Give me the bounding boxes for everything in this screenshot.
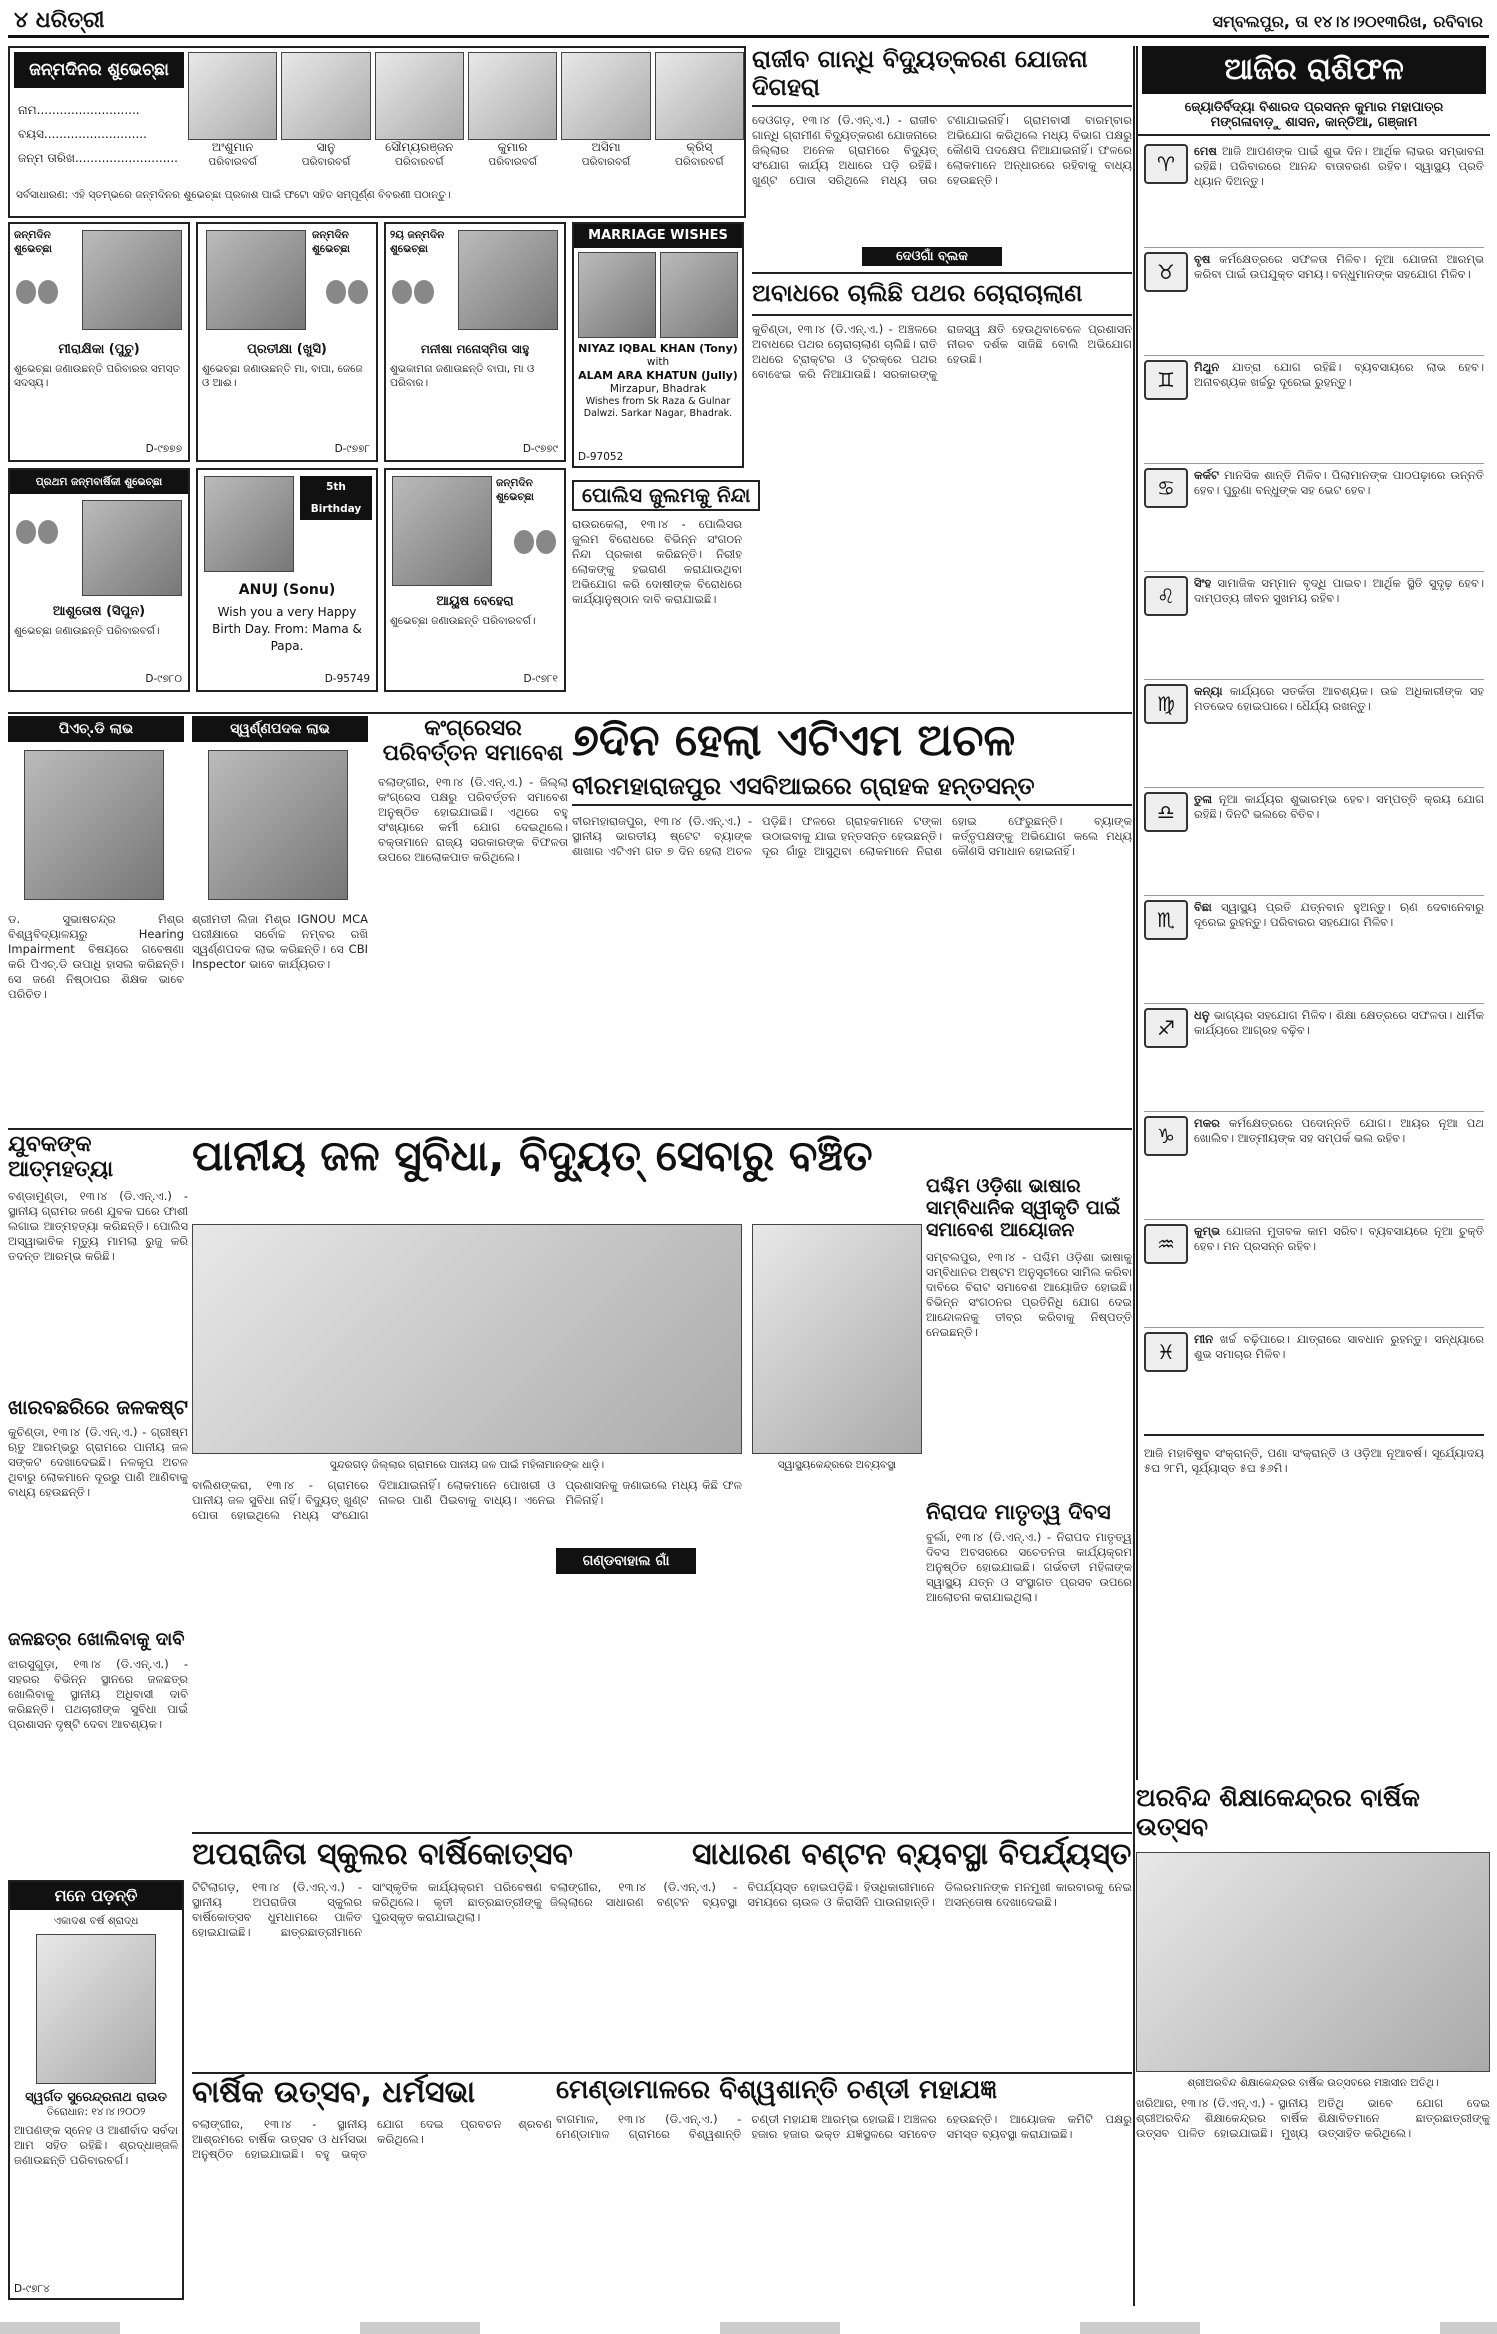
memorial-code: D-୯୭୮୪ bbox=[14, 2283, 50, 2295]
kid-name: ସାନୁ bbox=[316, 140, 336, 154]
tower-photo bbox=[752, 1224, 922, 1454]
kid-photo bbox=[281, 52, 370, 140]
birthday-cards bbox=[8, 222, 568, 692]
kid-name: କ୍ରିସ୍ bbox=[686, 140, 713, 154]
card-head: ଜନ୍ମଦିନ ଶୁଭେଚ୍ଛା bbox=[496, 477, 534, 503]
sign-name: କନ୍ୟା bbox=[1194, 684, 1223, 698]
card-head: 5th Birthday bbox=[300, 476, 372, 520]
sign-name: ତୁଳା bbox=[1194, 792, 1212, 806]
marriage-code: D-97052 bbox=[578, 451, 624, 463]
rajiv-story bbox=[752, 46, 1132, 486]
jalachhatra-headline: ଜଳଛତ୍ର ଖୋଲିବାକୁ ଦାବି bbox=[8, 1629, 185, 1650]
card-code: D-୯୭୭୮ bbox=[334, 443, 370, 455]
memorial-box bbox=[8, 1880, 184, 2300]
virgo-icon: ♍ bbox=[1144, 684, 1188, 724]
suicide-body: ବଣ୍ଡାମୁଣ୍ଡା, ୧୩।୪ (ଡି.ଏନ୍.ଏ.) - ସ୍ଥାନୀୟ ଗ୍ରାମର ଜଣେ ଯୁବକ ଘରେ ଫାଶୀ ଲଗାଇ ଆତ୍ମହତ୍ୟା କରିଛନ୍ତି। ପୋଲିସ ଅସ୍ୱାଭାବିକ ମୃତ୍ୟୁ ମାମଲା ରୁଜୁ କରି ତଦନ୍ତ ଆରମ୍ଭ କରିଛି। bbox=[8, 1188, 188, 1263]
memorial-tag: ମନେ ପଡ଼ନ୍ତି bbox=[10, 1882, 182, 1910]
balloons-icon bbox=[16, 520, 60, 548]
pisces-icon: ♓ bbox=[1144, 1332, 1188, 1372]
water-crisis-headline: ଖାରବଛରିରେ ଜଳକଷ୍ଟ bbox=[8, 1395, 188, 1419]
sign-text: ଭାଗ୍ୟର ସହଯୋଗ ମିଳିବ। ଶିକ୍ଷା କ୍ଷେତ୍ରରେ ସଫଳତା। ଧାର୍ମିକ କାର୍ଯ୍ୟରେ ଆଗ୍ରହ ବଢ଼ିବ। bbox=[1194, 1008, 1484, 1037]
kid-card bbox=[375, 52, 464, 182]
card-text: Wish you a very Happy Birth Day. From: Mama & Papa. bbox=[212, 605, 362, 653]
sign-name: ଧନୁ bbox=[1194, 1008, 1210, 1022]
balloons-icon bbox=[16, 280, 60, 308]
sign-entry bbox=[1144, 464, 1484, 572]
atm-story bbox=[572, 716, 1132, 1126]
water-crisis-body: କୁଚିଣ୍ଡା, ୧୩।୪ (ଡି.ଏନ୍.ଏ.) - ଗ୍ରୀଷ୍ମ ଋତୁ ଆରମ୍ଭରୁ ଗ୍ରାମରେ ପାନୀୟ ଜଳ ସଙ୍କଟ ଦେଖାଦେଇଛି। ନଳକୂପ ଅଚଳ ଥିବାରୁ ଲୋକମାନେ ଦୂରରୁ ପାଣି ଆଣିବାକୁ ବାଧ୍ୟ ହେଉଛନ୍ତି। bbox=[8, 1425, 188, 1499]
quarry-body: କୁଚିଣ୍ଡା, ୧୩।୪ (ଡି.ଏନ୍.ଏ.) - ଅଞ୍ଚଳରେ ଅବାଧରେ ପଥର ଚୋରାଚାଲାଣ ଚାଲିଛି। ରାତି ଅଧରେ ଟ୍ରାକ୍ଟର ଓ ଟ୍ରକ୍‌ରେ ପଥର ବୋଝେଇ କରି ନିଆଯାଉଛି। ସରକାରଙ୍କୁ ରାଜସ୍ୱ କ୍ଷତି ହେଉଥିବାବେଳେ ପ୍ରଶାସନ ନୀରବ ଦର୍ଶକ ସାଜିଛି ବୋଲି ଅଭିଯୋଗ ହେଉଛି। bbox=[752, 321, 1132, 381]
marriage-place: Mirzapur, Bhadrak bbox=[609, 383, 707, 395]
sign-entry bbox=[1144, 788, 1484, 896]
libra-icon: ♎ bbox=[1144, 792, 1188, 832]
sign-text: ସାମାଜିକ ସମ୍ମାନ ବୃଦ୍ଧି ପାଇବ। ଆର୍ଥିକ ସ୍ଥିତି ସୁଦୃଢ଼ ହେବ। ଦାମ୍ପତ୍ୟ ଜୀବନ ସୁଖମୟ ରହିବ। bbox=[1194, 576, 1484, 605]
card-text: ଶୁଭେଚ୍ଛା ଜଣାଉଛନ୍ତି ମା, ବାପା, ଜେଜେ ଓ ଆଈ। bbox=[202, 363, 363, 389]
memorial-photo bbox=[36, 1934, 156, 2084]
card-name: ଆୟୁଷ ବେହେରା bbox=[436, 594, 514, 609]
birthday-card bbox=[384, 468, 566, 692]
scorpio-icon: ♏ bbox=[1144, 900, 1188, 940]
kid-card bbox=[655, 52, 744, 182]
kid-name: ଅସିମା bbox=[591, 140, 621, 154]
drinking-water-body: ବାଲିଶଙ୍କରା, ୧୩।୪ - ଗ୍ରାମରେ ପାନୀୟ ଜଳ ସୁବିଧା ନାହିଁ। ବିଦ୍ୟୁତ୍ ଖୁଣ୍ଟ ପୋତା ହୋଇଥିଲେ ମଧ୍ୟ ସଂଯୋଗ ଦିଆଯାଇନାହିଁ। ଲୋକମାନେ ପୋଖରୀ ଓ ନାଳର ପାଣି ପିଇବାକୁ ବାଧ୍ୟ। ଏନେଇ ପ୍ରଶାସନକୁ ଜଣାଇଲେ ମଧ୍ୟ କିଛି ଫଳ ମିଳିନାହିଁ। bbox=[192, 1478, 742, 1522]
card-head: ପ୍ରଥମ ଜନ୍ମବାର୍ଷିକୀ ଶୁଭେଚ୍ଛା bbox=[10, 470, 188, 494]
phd-body: ଡ. ସୁଭାଷଚନ୍ଦ୍ର ମିଶ୍ର ବିଶ୍ୱବିଦ୍ୟାଳୟରୁ Hearing Impairment ବିଷୟରେ ଗବେଷଣା କରି ପିଏଚ୍.ଡି ଉପାଧି ହାସଲ କରିଛନ୍ତି। ସେ ଜଣେ ନିଷ୍ଠାପର ଶିକ୍ଷକ ଭାବେ ପରିଚିତ। bbox=[8, 912, 184, 1001]
rashifala-footer: ଆଜି ମହାବିଷୁବ ସଂକ୍ରାନ୍ତି, ପଣା ସଂକ୍ରାନ୍ତି ଓ ଓଡ଼ିଆ ନୂଆବର୍ଷ। ସୂର୍ଯ୍ୟୋଦୟ ୫ଘ ୨୮ମି, ସୂର୍ଯ୍ୟାସ୍ତ ୫ଘ ୫୬ମି। bbox=[1144, 1446, 1484, 1475]
kid-card bbox=[468, 52, 557, 182]
dateline: ସମ୍ବଲପୁର, ତା ୧୪।୪।୨୦୧୩ରିଖ, ରବିବାର bbox=[1212, 12, 1483, 31]
kid-card bbox=[561, 52, 650, 182]
form-age-label: ବୟସ........................... bbox=[18, 127, 147, 141]
masthead bbox=[8, 4, 1489, 38]
sign-text: ନୂଆ କାର୍ଯ୍ୟର ଶୁଭାରମ୍ଭ ହେବ। ସମ୍ପତ୍ତି କ୍ରୟ ଯୋଗ ରହିଛି। ଦିନଟି ଭଲରେ ବିତିବ। bbox=[1194, 792, 1484, 821]
aurobindo-story bbox=[1136, 1784, 1490, 2304]
card-text: ଶୁଭେଚ୍ଛା ଜଣାଉଛନ୍ତି ପରିବାରର ସମସ୍ତ ସଦସ୍ୟ। bbox=[14, 363, 180, 389]
gemini-icon: ♊ bbox=[1144, 360, 1188, 400]
rashifala-title: ଆଜିର ରାଶିଫଳ bbox=[1142, 46, 1486, 94]
sign-entry bbox=[1144, 1004, 1484, 1112]
atm-subheadline: ବୀରମହାରାଜପୁର ଏସବିଆଇରେ ଗ୍ରାହକ ହନ୍ତସନ୍ତ bbox=[572, 773, 1132, 807]
suicide-story bbox=[8, 1132, 188, 1392]
birthday-card bbox=[196, 468, 378, 692]
jalachhatra-body: ଝାରସୁଗୁଡ଼ା, ୧୩।୪ (ଡି.ଏନ୍.ଏ.) - ସହରର ବିଭିନ୍ନ ସ୍ଥାନରେ ଜଳଛତ୍ର ଖୋଲିବାକୁ ସ୍ଥାନୀୟ ଅଧିବାସୀ ଦାବି କରିଛନ୍ତି। ପଥଚାରୀଙ୍କ ସୁବିଧା ପାଇଁ ପ୍ରଶାସନ ଦୃଷ୍ଟି ଦେବା ଆବଶ୍ୟକ। bbox=[8, 1656, 188, 1731]
atm-body: ବୀରମହାରାଜପୁର, ୧୩।୪ (ଡି.ଏନ୍.ଏ.) - ସ୍ଥାନୀୟ ଭାରତୀୟ ଷ୍ଟେଟ ବ୍ୟାଙ୍କ ଶାଖାର ଏଟିଏମ ଗତ ୭ ଦିନ ହେଲା ଅଚଳ ପଡ଼ିଛି। ଫଳରେ ଗ୍ରାହକମାନେ ଟଙ୍କା ଉଠାଇବାକୁ ଯାଇ ହନ୍ତସନ୍ତ ହେଉଛନ୍ତି। ଦୂର ଗାଁରୁ ଆସୁଥିବା ଲୋକମାନେ ନିରାଶ ହୋଇ ଫେରୁଛନ୍ତି। ବ୍ୟାଙ୍କ କର୍ତ୍ତୃପକ୍ଷଙ୍କୁ ଅଭିଯୋଗ କଲେ ମଧ୍ୟ କୌଣସି ସମାଧାନ ହୋଇନାହିଁ। bbox=[572, 814, 1132, 859]
rashifala-byline: ଜ୍ୟୋତିର୍ବିଦ୍ୟା ବିଶାରଦ ପ୍ରସନ୍ନ କୁମାର ମହାପାତ୍ର bbox=[1184, 100, 1444, 115]
birthday-card bbox=[8, 222, 190, 462]
kid-photo bbox=[655, 52, 744, 140]
dharmasabha-headline: ବାର୍ଷିକ ଉତ୍ସବ, ଧର୍ମସଭା bbox=[192, 2075, 476, 2110]
aurobindo-photo bbox=[1136, 1852, 1490, 2072]
gold-body: ଶ୍ରୀମତୀ ଲିଜା ମିଶ୍ର IGNOU MCA ପରୀକ୍ଷାରେ ସର୍ବୋଚ୍ଚ ନମ୍ବର ରଖି ସ୍ୱର୍ଣ୍ଣପଦକ ଲାଭ କରିଛନ୍ତି। ସେ CBI Inspector ଭାବେ କାର୍ଯ୍ୟରତ। bbox=[192, 912, 368, 971]
section-rule bbox=[192, 2072, 1132, 2074]
motherhood-story bbox=[926, 1500, 1132, 1760]
balloons-icon bbox=[326, 280, 370, 308]
card-photo bbox=[82, 230, 182, 330]
congress-body: ବଲାଙ୍ଗୀର, ୧୩।୪ (ଡି.ଏନ୍.ଏ.) - ଜିଲ୍ଲା କଂଗ୍ରେସ ପକ୍ଷରୁ ପରିବର୍ତ୍ତନ ସମାବେଶ ଅନୁଷ୍ଠିତ ହୋଇଯାଇଛି। ଏଥିରେ ବହୁ ସଂଖ୍ୟାରେ କର୍ମୀ ଯୋଗ ଦେଇଥିଲେ। ବକ୍ତାମାନେ ରାଜ୍ୟ ସରକାରଙ୍କ ବିଫଳତା ଉପରେ ଆଲୋକପାତ କରିଥିଲେ। bbox=[378, 774, 568, 864]
yajna-story bbox=[556, 2076, 1132, 2306]
water-caption: ସୁନ୍ଦରଗଡ଼ ଜିଲ୍ଲାର ଗ୍ରାମରେ ପାନୀୟ ଜଳ ପାଇଁ ମହିଳାମାନଙ୍କ ଧାଡ଼ି। bbox=[329, 1459, 605, 1471]
card-name: ମନୀଷା ମନୋସ୍ମିତା ସାହୁ bbox=[420, 342, 530, 356]
aurobindo-caption: ଶ୍ରୀଅରବିନ୍ଦ ଶିକ୍ଷାକେନ୍ଦ୍ରର ବାର୍ଷିକ ଉତ୍ସବରେ ମଞ୍ଚାସୀନ ଅତିଥି। bbox=[1187, 2076, 1439, 2089]
kid-sub: ପରିବାରବର୍ଗ bbox=[581, 156, 631, 168]
pds-headline: ସାଧାରଣ ବଣ୍ଟନ ବ୍ୟବସ୍ଥା ବିପର୍ଯ୍ୟସ୍ତ bbox=[692, 1837, 1132, 1872]
congress-story bbox=[378, 716, 568, 1126]
sign-name: ମକର bbox=[1194, 1116, 1220, 1130]
police-headline: ପୋଲିସ ଜୁଲମକୁ ନିନ୍ଦା bbox=[572, 480, 760, 511]
birthday-form-box bbox=[8, 46, 746, 218]
sign-text: ସ୍ୱାସ୍ଥ୍ୟ ପ୍ରତି ଯତ୍ନବାନ ହୁଅନ୍ତୁ। ଋଣ ଦେବାନେବାରୁ ଦୂରେଇ ରୁହନ୍ତୁ। ପରିବାରର ସହଯୋଗ ମିଳିବ। bbox=[1194, 900, 1484, 929]
yajna-body: ବାଗମାଳ, ୧୩।୪ (ଡି.ଏନ୍.ଏ.) - ମେଣ୍ଡାମାଳ ଗ୍ରାମରେ ବିଶ୍ୱଶାନ୍ତି ଚଣ୍ଡୀ ମହାଯଜ୍ଞ ଆରମ୍ଭ ହୋଇଛି। ଅଞ୍ଚଳର ହଜାର ହଜାର ଭକ୍ତ ଯଜ୍ଞସ୍ଥଳରେ ସମବେତ ହେଉଛନ୍ତି। ଆୟୋଜକ କମିଟି ପକ୍ଷରୁ ସମସ୍ତ ବ୍ୟବସ୍ଥା କରାଯାଇଛି। bbox=[556, 2111, 1132, 2141]
memorial-text: ଆପଣଙ୍କ ସ୍ନେହ ଓ ଆଶୀର୍ବାଦ ସର୍ବଦା ଆମ ସହିତ ରହିଛି। ଶ୍ରଦ୍ଧାଞ୍ଜଳି ଜଣାଉଛନ୍ତି ପରିବାରବର୍ଗ। bbox=[14, 2123, 178, 2167]
bride-name: ALAM ARA KHATUN (Jully) bbox=[578, 369, 738, 382]
page-footer bbox=[0, 2322, 1497, 2334]
bride-photo bbox=[660, 252, 738, 338]
kids-row bbox=[188, 52, 744, 182]
form-date-label: ଜନ୍ମ ତାରିଖ........................... bbox=[18, 151, 178, 165]
aparajita-headline: ଅପରାଜିତା ସ୍କୁଲର ବାର୍ଷିକୋତ୍ସବ bbox=[192, 1837, 573, 1872]
aurobindo-headline: ଅରବିନ୍ଦ ଶିକ୍ଷାକେନ୍ଦ୍ରର ବାର୍ଷିକ ଉତ୍ସବ bbox=[1136, 1783, 1420, 1841]
kid-sub: ପରିବାରବର୍ଗ bbox=[488, 156, 537, 168]
phd-photo bbox=[24, 750, 164, 900]
pds-body: ବଲାଙ୍ଗୀର, ୧୩।୪ (ଡି.ଏନ୍.ଏ.) - ଜିଲ୍ଲାରେ ସାଧାରଣ ବଣ୍ଟନ ବ୍ୟବସ୍ଥା ବିପର୍ଯ୍ୟସ୍ତ ହୋଇପଡ଼ିଛି। ହିତାଧିକାରୀମାନେ ସମୟରେ ଚାଉଳ ଓ କିରାସିନି ପାଉନାହାନ୍ତି। ଡିଲରମାନଙ୍କ ମନମୁଖୀ କାରବାରକୁ ନେଇ ଅସନ୍ତୋଷ ଦେଖାଦେଇଛି। bbox=[550, 1880, 1132, 1909]
birthday-card bbox=[8, 468, 190, 692]
rashifala-list bbox=[1138, 136, 1490, 1440]
sagittarius-icon: ♐ bbox=[1144, 1008, 1188, 1048]
dharmasabha-body: ବଲାଙ୍ଗୀର, ୧୩।୪ - ସ୍ଥାନୀୟ ଆଶ୍ରମରେ ବାର୍ଷିକ ଉତ୍ସବ ଓ ଧର୍ମସଭା ଅନୁଷ୍ଠିତ ହୋଇଯାଇଛି। ବହୁ ଭକ୍ତ ଯୋଗ ଦେଇ ପ୍ରବଚନ ଶ୍ରବଣ କରିଥିଲେ। bbox=[192, 2116, 552, 2161]
card-text: ଶୁଭକାମନା ଜଣାଉଛନ୍ତି ବାପା, ମା ଓ ପରିବାର। bbox=[390, 363, 535, 389]
kid-sub: ପରିବାରବର୍ଗ bbox=[208, 156, 257, 168]
kid-photo bbox=[468, 52, 557, 140]
rajiv-headline: ରାଜୀବ ଗାନ୍ଧି ବିଦ୍ୟୁତ୍‌କରଣ ଯୋଜନା ଦିଗହରା bbox=[752, 46, 1132, 107]
capricorn-icon: ♑ bbox=[1144, 1116, 1188, 1156]
sign-entry bbox=[1144, 140, 1484, 248]
sign-text: ଖର୍ଚ୍ଚ ବଢ଼ିପାରେ। ଯାତ୍ରାରେ ସାବଧାନ ରୁହନ୍ତୁ। ସନ୍ଧ୍ୟାରେ ଶୁଭ ସମାଚାର ମିଳିବ। bbox=[1194, 1332, 1484, 1361]
card-photo bbox=[392, 476, 492, 586]
card-photo bbox=[458, 230, 558, 330]
birthday-card bbox=[196, 222, 378, 462]
sign-name: ବୃଷ bbox=[1194, 252, 1211, 266]
card-photo bbox=[82, 500, 182, 596]
atm-headline: ୭ଦିନ ହେଲା ଏଟିଏମ ଅଚଳ bbox=[572, 715, 1016, 766]
balloons-icon bbox=[514, 530, 558, 558]
kid-photo bbox=[188, 52, 277, 140]
sign-text: ଯାତ୍ରା ଯୋଗ ରହିଛି। ବ୍ୟବସାୟରେ ଲାଭ ହେବ। ଅନାବଶ୍ୟକ ଖର୍ଚ୍ଚରୁ ଦୂରେଇ ରୁହନ୍ତୁ। bbox=[1194, 360, 1484, 389]
rajiv-body: ଦେଓଗଡ଼, ୧୩।୪ (ଡି.ଏନ୍.ଏ.) - ରାଜୀବ ଗାନ୍ଧି ଗ୍ରାମୀଣ ବିଦ୍ୟୁତ୍‌କରଣ ଯୋଜନାରେ ଜିଲ୍ଲାର ଅନେକ ଗ୍ରାମରେ ବିଦ୍ୟୁତ୍ ସଂଯୋଗ କାର୍ଯ୍ୟ ଅଧାରେ ପଡ଼ି ରହିଛି। ଖୁଣ୍ଟ ପୋତା ସରିଥିଲେ ମଧ୍ୟ ତାର ଟଣାଯାଇନାହିଁ। ଗ୍ରାମବାସୀ ବାରମ୍ବାର ଅଭିଯୋଗ କରିଥିଲେ ମଧ୍ୟ ବିଭାଗ ପକ୍ଷରୁ କୌଣସି ପଦକ୍ଷେପ ନିଆଯାଇନାହିଁ। ଫଳରେ ଲୋକମାନେ ଅନ୍ଧାରରେ ରହିବାକୁ ବାଧ୍ୟ ହେଉଛନ୍ତି। bbox=[752, 113, 1132, 188]
marriage-with: with bbox=[646, 356, 670, 368]
sign-text: କର୍ମକ୍ଷେତ୍ରରେ ସଫଳତା ମିଳିବ। ନୂଆ ଯୋଜନା ଆରମ୍ଭ କରିବା ପାଇଁ ଉପଯୁକ୍ତ ସମୟ। ବନ୍ଧୁମାନଙ୍କ ସହଯୋଗ ମିଳିବ। bbox=[1194, 252, 1484, 281]
leo-icon: ♌ bbox=[1144, 576, 1188, 616]
sign-text: ମାନସିକ ଶାନ୍ତି ମିଳିବ। ପିଲାମାନଙ୍କ ପାଠପଢ଼ାରେ ଉନ୍ନତି ହେବ। ପୁରୁଣା ବନ୍ଧୁଙ୍କ ସହ ଭେଟ ହେବ। bbox=[1194, 468, 1484, 497]
groom-photo bbox=[578, 252, 656, 338]
card-code: D-95749 bbox=[324, 673, 370, 685]
aparajita-body: ଟିଟିଲାଗଡ଼, ୧୩।୪ (ଡି.ଏନ୍.ଏ.) - ସ୍ଥାନୀୟ ଅପରାଜିତା ସ୍କୁଲର ବାର୍ଷିକୋତ୍ସବ ଧୁମଧାମରେ ପାଳିତ ହୋଇଯାଇଛି। ଛାତ୍ରଛାତ୍ରୀମାନେ ସାଂସ୍କୃତିକ କାର୍ଯ୍ୟକ୍ରମ ପରିବେଷଣ କରିଥିଲେ। କୃତୀ ଛାତ୍ରଛାତ୍ରୀଙ୍କୁ ପୁରସ୍କୃତ କରାଯାଇଥିଲା। bbox=[192, 1880, 542, 1939]
place-tag: ଗଣ୍ଡବାହାଲ ଗାଁ bbox=[556, 1548, 696, 1574]
tower-caption: ସ୍ୱାସ୍ଥ୍ୟକେନ୍ଦ୍ରରେ ଅବ୍ୟବସ୍ଥା bbox=[777, 1459, 897, 1471]
kid-name: ଅଂଶୁମାନ bbox=[211, 140, 254, 154]
rashifala-column bbox=[1136, 46, 1490, 1780]
aries-icon: ♈ bbox=[1144, 144, 1188, 184]
sign-text: ଆଜି ଆପଣଙ୍କ ପାଇଁ ଶୁଭ ଦିନ। ଆର୍ଥିକ ଲାଭର ସମ୍ଭାବନା ରହିଛି। ପରିବାରରେ ଆନନ୍ଦ ବାତାବରଣ ରହିବ। ସ୍ୱାସ୍ଥ୍ୟ ପ୍ରତି ଧ୍ୟାନ ଦିଅନ୍ତୁ। bbox=[1194, 144, 1484, 188]
results-block bbox=[8, 716, 372, 1126]
sign-entry bbox=[1144, 572, 1484, 680]
gold-tag: ସ୍ୱର୍ଣ୍ଣପଦକ ଲାଭ bbox=[192, 716, 368, 742]
card-text: ଶୁଭେଚ୍ଛା ଜଣାଉଛନ୍ତି ପରିବାରବର୍ଗ। bbox=[14, 625, 160, 637]
dharmasabha-story bbox=[192, 2076, 552, 2306]
card-text: ଶୁଭେଚ୍ଛା ଜଣାଉଛନ୍ତି ପରିବାରବର୍ଗ। bbox=[390, 615, 536, 627]
sign-entry bbox=[1144, 1220, 1484, 1328]
water-queue-photo bbox=[192, 1224, 742, 1454]
phd-tag: ପିଏଚ୍.ଡି ଲାଭ bbox=[8, 716, 184, 742]
card-code: D-୯୭୭୭ bbox=[145, 443, 182, 455]
marriage-title: MARRIAGE WISHES bbox=[574, 224, 742, 248]
sign-entry bbox=[1144, 1328, 1484, 1436]
birthday-form bbox=[18, 98, 178, 170]
rashifala-byline2: ମଙ୍ଗଳାବାଡ଼ୁ ଶାସନ, କାନ୍ତିଆ, ଗଞ୍ଜାମ bbox=[1138, 115, 1490, 136]
sign-name: ବିଛା bbox=[1194, 900, 1212, 914]
sign-name: ମୀନ bbox=[1194, 1332, 1214, 1346]
kid-name: କୁମାର bbox=[497, 140, 528, 154]
memorial-name: ସ୍ୱର୍ଗତ ସୁରେନ୍ଦ୍ରନାଥ ରାଉତ bbox=[25, 2090, 167, 2105]
congress-headline: କଂଗ୍ରେସର ପରିବର୍ତ୍ତନ ସମାବେଶ bbox=[382, 716, 564, 767]
water-crisis-story bbox=[8, 1396, 188, 1626]
sign-name: ମେଷ bbox=[1194, 144, 1217, 158]
aquarius-icon: ♒ bbox=[1144, 1224, 1188, 1264]
birthday-card bbox=[384, 222, 566, 462]
form-name-label: ନାମ........................... bbox=[18, 103, 140, 117]
card-name: ANUJ (Sonu) bbox=[238, 582, 336, 598]
section-rule bbox=[8, 1128, 1132, 1130]
gold-photo bbox=[208, 750, 348, 900]
balloons-icon bbox=[392, 280, 436, 308]
card-head: ଜନ୍ମଦିନ ଶୁଭେଚ୍ଛା bbox=[14, 229, 52, 255]
jalachhatra-story bbox=[8, 1630, 188, 1820]
drinking-water-headline: ପାନୀୟ ଜଳ ସୁବିଧା, ବିଦ୍ୟୁତ୍ ସେବାରୁ ବଞ୍ଚିତ bbox=[192, 1131, 873, 1180]
card-head: ୨ୟ ଜନ୍ମଦିନ ଶୁଭେଚ୍ଛା bbox=[390, 229, 445, 255]
suicide-headline: ଯୁବକଙ୍କ ଆତ୍ମହତ୍ୟା bbox=[8, 1132, 114, 1183]
sign-name: ସିଂହ bbox=[1194, 576, 1212, 590]
sign-name: ମିଥୁନ bbox=[1194, 360, 1220, 374]
column-rule bbox=[1133, 46, 1135, 2306]
drinking-water-story bbox=[192, 1132, 922, 1542]
card-name: ଆଶୁତୋଷ (ସିପୁନ) bbox=[52, 604, 146, 619]
police-story bbox=[572, 480, 1132, 710]
police-body: ରାଉରକେଲା, ୧୩।୪ - ପୋଲିସର ଜୁଲମ ବିରୋଧରେ ବିଭିନ୍ନ ସଂଗଠନ ନିନ୍ଦା ପ୍ରକାଶ କରିଛନ୍ତି। ନିରୀହ ଲୋକଙ୍କୁ ହଇରାଣ କରାଯାଉଥିବା ଅଭିଯୋଗ କରି ଦୋଷୀଙ୍କ ବିରୋଧରେ କାର୍ଯ୍ୟାନୁଷ୍ଠାନ ଦାବି କରାଯାଇଛି। bbox=[572, 517, 742, 606]
marriage-wishes bbox=[572, 222, 744, 468]
section-rule bbox=[8, 712, 1132, 714]
taurus-icon: ♉ bbox=[1144, 252, 1188, 292]
page-number: ୪ ଧରିତ୍ରୀ bbox=[14, 8, 105, 33]
sign-text: କାର୍ଯ୍ୟରେ ସତର୍କତା ଆବଶ୍ୟକ। ଉଚ୍ଚ ଅଧିକାରୀଙ୍କ ସହ ମତଭେଦ ହୋଇପାରେ। ଧୈର୍ଯ୍ୟ ରଖନ୍ତୁ। bbox=[1194, 684, 1484, 713]
groom-name: NIYAZ IQBAL KHAN (Tony) bbox=[578, 342, 738, 355]
cancer-icon: ♋ bbox=[1144, 468, 1188, 508]
headline-row bbox=[192, 1832, 1132, 1872]
marriage-from: Wishes from Sk Raza & Gulnar Dalwzi. Sarkar Nagar, Bhadrak. bbox=[583, 396, 733, 419]
aurobindo-body: ଖରିଆର, ୧୩।୪ (ଡି.ଏନ୍.ଏ.) - ସ୍ଥାନୀୟ ଶ୍ରୀଅରବିନ୍ଦ ଶିକ୍ଷାକେନ୍ଦ୍ରର ବାର୍ଷିକ ଉତ୍ସବ ପାଳିତ ହୋଇଯାଇଛି। ମୁଖ୍ୟ ଅତିଥି ଭାବେ ଯୋଗ ଦେଇ ଶିକ୍ଷାବିତମାନେ ଛାତ୍ରଛାତ୍ରୀଙ୍କୁ ଉତ୍ସାହିତ କରିଥିଲେ। bbox=[1136, 2095, 1490, 2140]
sign-entry bbox=[1144, 680, 1484, 788]
sign-entry bbox=[1144, 1112, 1484, 1220]
sign-entry bbox=[1144, 356, 1484, 464]
kid-card bbox=[281, 52, 370, 182]
kid-photo bbox=[375, 52, 464, 140]
kid-name: ସୌମ୍ୟରଞ୍ଜନ bbox=[385, 140, 454, 154]
sign-text: କର୍ମକ୍ଷେତ୍ରରେ ପଦୋନ୍ନତି ଯୋଗ। ଆୟର ନୂଆ ପଥ ଖୋଲିବ। ଆତ୍ମୀୟଙ୍କ ସହ ସମ୍ପର୍କ ଭଲ ରହିବ। bbox=[1194, 1116, 1484, 1145]
sign-name: କର୍କଟ bbox=[1194, 468, 1219, 482]
card-head: ଜନ୍ମଦିନ ଶୁଭେଚ୍ଛା bbox=[312, 229, 350, 255]
motherhood-headline: ନିରାପଦ ମାତୃତ୍ୱ ଦିବସ bbox=[926, 1500, 1111, 1524]
kid-sub: ପରିବାରବର୍ଗ bbox=[675, 156, 724, 168]
sign-entry bbox=[1144, 896, 1484, 1004]
western-odisha-story bbox=[926, 1176, 1132, 1496]
memorial-date: ତିରୋଧାନ: ୧୪।୪।୨୦୦୨ bbox=[46, 2106, 146, 2118]
kid-card bbox=[188, 52, 277, 182]
card-photo bbox=[206, 230, 306, 330]
birthday-notice: ସର୍ବସାଧାରଣ: ଏହି ସ୍ତମ୍ଭରେ ଜନ୍ମଦିନର ଶୁଭେଚ୍ଛା ପ୍ରକାଶ ପାଇଁ ଫଟୋ ସହିତ ସମ୍ପୂର୍ଣ୍ଣ ବିବରଣୀ ପଠାନ୍ତୁ। bbox=[16, 189, 451, 201]
card-photo bbox=[204, 476, 294, 572]
kid-sub: ପରିବାରବର୍ଗ bbox=[395, 156, 444, 168]
card-code: D-୯୭୮୦ bbox=[145, 673, 182, 685]
sign-name: କୁମ୍ଭ bbox=[1194, 1224, 1221, 1238]
yajna-headline: ମେଣ୍ଡାମାଳରେ ବିଶ୍ୱଶାନ୍ତି ଚଣ୍ଡୀ ମହାଯଜ୍ଞ bbox=[556, 2075, 998, 2105]
card-name: ପ୍ରତୀକ୍ଷା (ଖୁସି) bbox=[247, 342, 327, 357]
card-code: D-୯୭୮୧ bbox=[523, 673, 558, 685]
sign-text: ଯୋଜନା ମୁତାବକ କାମ ସରିବ। ବ୍ୟବସାୟରେ ନୂଆ ଚୁକ୍ତି ହେବ। ମନ ପ୍ରସନ୍ନ ରହିବ। bbox=[1194, 1224, 1484, 1253]
western-odisha-headline: ପଶ୍ଚିମ ଓଡ଼ିଶା ଭାଷାର ସାମ୍ବିଧାନିକ ସ୍ୱୀକୃତି ପାଇଁ ସମାବେଶ ଆୟୋଜନ bbox=[926, 1175, 1121, 1241]
card-name: ମୀରାକ୍ଷିକା (ପୁଚୁ) bbox=[58, 342, 140, 357]
birthday-title: ଜନ୍ମଦିନର ଶୁଭେଚ୍ଛା bbox=[14, 52, 184, 88]
sign-entry bbox=[1144, 248, 1484, 356]
rajiv-tag: ଦେଓଗାଁ ବ୍ଲକ bbox=[862, 247, 1002, 266]
quarry-headline: ଅବାଧରେ ଚାଲିଛି ପଥର ଚୋରାଚାଲାଣ bbox=[752, 272, 1132, 316]
kid-photo bbox=[561, 52, 650, 140]
card-code: D-୯୭୭୯ bbox=[522, 443, 558, 455]
memorial-anniv: ଏକାଦଶ ବର୍ଷ ଶ୍ରାଦ୍ଧ bbox=[53, 1915, 139, 1927]
motherhood-body: ବୁର୍ଲା, ୧୩।୪ (ଡି.ଏନ୍.ଏ.) - ନିରାପଦ ମାତୃତ୍ୱ ଦିବସ ଅବସରରେ ସଚେତନତା କାର୍ଯ୍ୟକ୍ରମ ଅନୁଷ୍ଠିତ ହୋଇଯାଇଛି। ଗର୍ଭବତୀ ମହିଳାଙ୍କ ସ୍ୱାସ୍ଥ୍ୟ ଯତ୍ନ ଓ ସଂସ୍ଥାଗତ ପ୍ରସବ ଉପରେ ଆଲୋଚନା କରାଯାଇଥିଲା। bbox=[926, 1530, 1132, 1605]
western-odisha-body: ସମ୍ବଲପୁର, ୧୩।୪ - ପଶ୍ଚିମ ଓଡ଼ିଶା ଭାଷାକୁ ସମ୍ବିଧାନର ଅଷ୍ଟମ ଅନୁସୂଚୀରେ ସାମିଲ କରିବା ଦାବିରେ ବିରାଟ ସମାବେଶ ଆୟୋଜିତ ହୋଇଛି। ବିଭିନ୍ନ ସଂଗଠନର ପ୍ରତିନିଧି ଯୋଗ ଦେଇ ଆନ୍ଦୋଳନକୁ ତୀବ୍ର କରିବାକୁ ନିଷ୍ପତ୍ତି ନେଇଛନ୍ତି। bbox=[926, 1249, 1132, 1339]
kid-sub: ପରିବାରବର୍ଗ bbox=[301, 156, 351, 168]
